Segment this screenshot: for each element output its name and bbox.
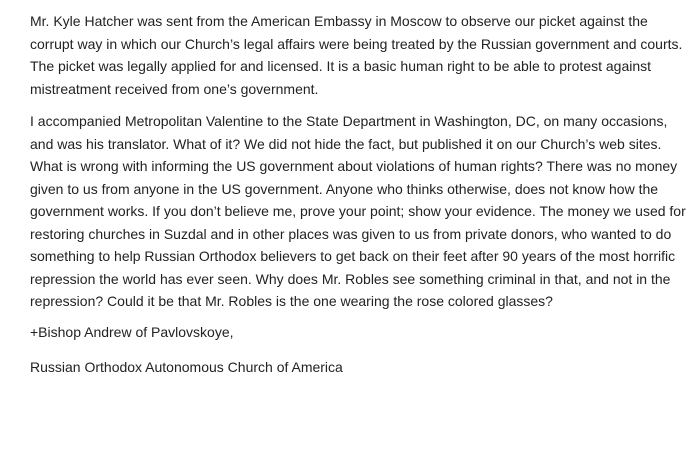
signature-line: +Bishop Andrew of Pavlovskoye, bbox=[30, 323, 234, 340]
paragraph-picket: Mr. Kyle Hatcher was sent from the American Embassy in Moscow to observe our picket against the corrupt way in which our Church’s legal affairs were being treated by the Russian government and courts. The picket was legally applied for and licensed. It is a basic human right to be able to protest against mistreatment received from one’s government. bbox=[30, 13, 683, 97]
organization-line: Russian Orthodox Autonomous Church of America bbox=[30, 359, 343, 375]
paragraph-translator: I accompanied Metropolitan Valentine to the State Department in Washington, DC, on many occasions, and was his translator. What of it? We did not hide the fact, but published it on our Church’s web sites. What is wrong with informing the US government about violations of human rights? There was no money given to us from anyone in the US government. Anyone who thinks otherwise, does not know how the government works. If you don’t believe me, prove your point; show your evidence. The money we used for restoring churches in Suzdal and in other places was given to us from private donors, who wanted to do something to help Russian Orthodox believers to get back on their feet after 90 years of the most horrific repression the world has ever seen. Why does Mr. Robles see something criminal in that, and not in the repression? Could it be that Mr. Robles is the one wearing the rose colored glasses? bbox=[30, 113, 686, 309]
letter-body bbox=[30, 10, 690, 379]
